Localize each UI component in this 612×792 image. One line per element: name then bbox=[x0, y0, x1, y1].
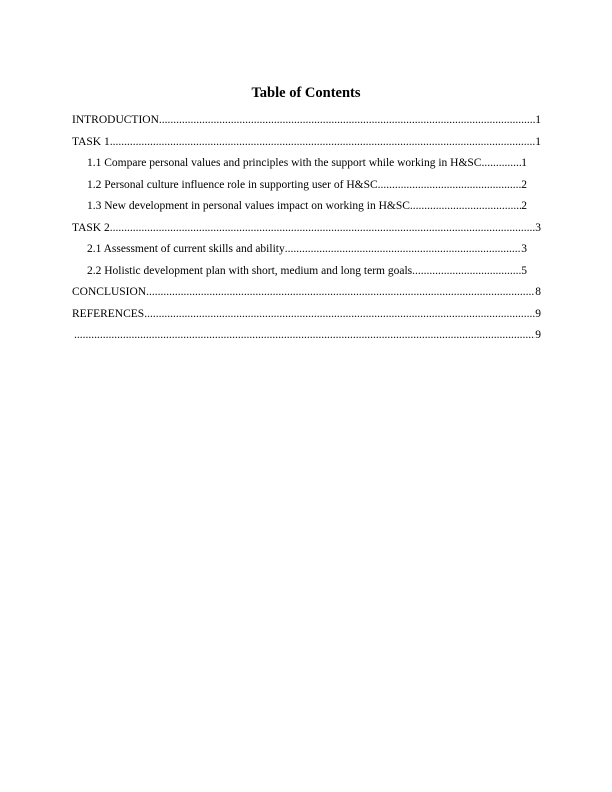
toc-entry-text: INTRODUCTION bbox=[72, 114, 159, 126]
toc-dot-leader bbox=[159, 113, 535, 127]
toc-entry-references[interactable] bbox=[72, 307, 541, 329]
toc-page-number: 3 bbox=[521, 243, 527, 255]
toc-page-number: 1 bbox=[521, 157, 527, 169]
toc-entry-1-1[interactable] bbox=[87, 156, 527, 178]
toc-entry-untitled[interactable] bbox=[74, 328, 541, 350]
toc-entry-conclusion[interactable] bbox=[72, 285, 541, 307]
toc-dot-leader bbox=[481, 156, 521, 170]
toc-entry-text: CONCLUSION bbox=[72, 286, 147, 298]
toc-entry-text: 1.2 Personal culture influence role in supporting user of H&SC bbox=[87, 178, 378, 191]
toc-entry-introduction[interactable] bbox=[72, 113, 541, 135]
toc-page-number: 9 bbox=[535, 329, 541, 341]
toc-page-number: 8 bbox=[535, 286, 541, 298]
toc-page-number: 9 bbox=[535, 307, 541, 320]
toc-dot-leader bbox=[110, 221, 536, 235]
toc-page-number: 2 bbox=[521, 178, 527, 191]
toc-dot-leader bbox=[285, 242, 522, 256]
toc-page-number: 3 bbox=[535, 221, 541, 234]
toc-entry-task-2[interactable] bbox=[72, 221, 541, 243]
toc-list bbox=[0, 113, 612, 350]
toc-page-number: 1 bbox=[535, 135, 541, 148]
toc-dot-leader bbox=[412, 264, 521, 278]
toc-page-number: 5 bbox=[521, 264, 527, 277]
toc-entry-1-3[interactable] bbox=[87, 199, 527, 221]
toc-entry-2-1[interactable] bbox=[87, 242, 527, 264]
toc-page-number: 2 bbox=[521, 200, 527, 212]
toc-dot-leader bbox=[146, 285, 535, 299]
toc-dot-leader bbox=[378, 178, 522, 192]
toc-title: Table of Contents bbox=[251, 85, 361, 101]
toc-entry-1-2[interactable] bbox=[87, 178, 527, 200]
toc-dot-leader bbox=[74, 328, 535, 342]
toc-entry-text: TASK 1 bbox=[72, 135, 110, 148]
toc-entry-task-1[interactable] bbox=[72, 135, 541, 157]
toc-page-number: 1 bbox=[535, 114, 541, 126]
toc-entry-text: 1.3 New development in personal values impact on working in H&SC bbox=[87, 200, 410, 212]
toc-entry-text: REFERENCES bbox=[72, 307, 145, 320]
toc-entry-2-2[interactable] bbox=[87, 264, 527, 286]
toc-entry-text: 2.2 Holistic development plan with short, medium and long term goals bbox=[87, 264, 413, 277]
toc-entry-text: 1.1 Compare personal values and principles with the support while working in H&SC bbox=[87, 157, 482, 169]
toc-dot-leader bbox=[110, 135, 536, 149]
toc-entry-text: 2.1 Assessment of current skills and ability bbox=[87, 243, 285, 255]
toc-dot-leader bbox=[410, 199, 521, 213]
toc-dot-leader bbox=[144, 307, 535, 321]
toc-entry-text: TASK 2 bbox=[72, 221, 110, 234]
